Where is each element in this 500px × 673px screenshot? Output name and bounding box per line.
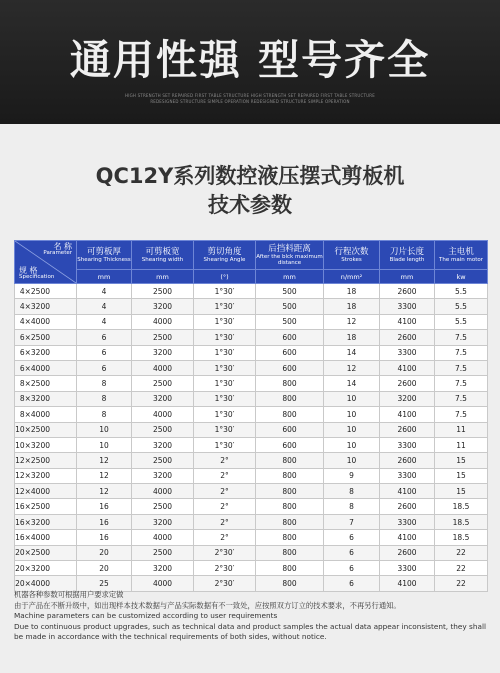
table-cell: 15 — [435, 468, 488, 483]
spec-header-specification-cn: 规 格 — [19, 266, 38, 275]
document-subtitle: 技术参数 — [208, 193, 292, 217]
table-cell: 2°30′ — [194, 576, 256, 591]
table-cell: 22 — [435, 561, 488, 576]
table-cell: 25 — [77, 576, 132, 591]
spec-table — [14, 240, 488, 592]
table-cell: 7.5 — [435, 345, 488, 360]
column-header-en: Strokes — [341, 257, 362, 263]
table-cell: 7.5 — [435, 330, 488, 345]
table-row — [15, 437, 488, 452]
table-cell: 6 — [77, 345, 132, 360]
table-cell: 22 — [435, 576, 488, 591]
column-header — [256, 241, 324, 270]
table-cell: 3200 — [132, 299, 194, 314]
table-cell: 2° — [194, 453, 256, 468]
table-cell: 4000 — [132, 360, 194, 375]
table-cell: 800 — [256, 561, 324, 576]
table-row — [15, 514, 488, 529]
table-cell: 500 — [256, 314, 324, 329]
table-cell: 18.5 — [435, 514, 488, 529]
note-line: Due to continuous product upgrades, such as technical data and product samples the actual data appear inconsistent, they shall be made in accordance with the technical requirements of both sides, without notice. — [14, 621, 487, 641]
table-cell: 3200 — [380, 391, 435, 406]
table-cell: 11 — [435, 422, 488, 437]
spec-cell: 20×2500 — [15, 545, 77, 560]
table-cell: 4100 — [380, 314, 435, 329]
column-header-cn: 主电机 — [448, 247, 474, 257]
table-cell: 12 — [77, 453, 132, 468]
note-line: 机器各种参数可根据用户要求定做 — [14, 590, 124, 599]
note-line: 由于产品在不断升级中，如出现样本技术数据与产品实际数据有不一致处，应按照双方订立的技术要求，不再另行通知。 — [14, 600, 401, 610]
table-cell: 4100 — [380, 484, 435, 499]
table-cell: 10 — [324, 422, 380, 437]
table-row — [15, 484, 488, 499]
spec-cell: 6×3200 — [15, 345, 77, 360]
table-cell: 15 — [435, 453, 488, 468]
table-cell: 8 — [324, 484, 380, 499]
table-row — [15, 545, 488, 560]
table-cell: 10 — [324, 453, 380, 468]
table-cell: 20 — [77, 561, 132, 576]
unit-cell: kw — [435, 270, 488, 284]
table-cell: 2°30′ — [194, 545, 256, 560]
table-row — [15, 391, 488, 406]
table-cell: 18 — [324, 330, 380, 345]
table-cell: 4000 — [132, 407, 194, 422]
table-cell: 1°30′ — [194, 407, 256, 422]
column-header-cn: 可剪板厚 — [86, 247, 121, 257]
table-cell: 2° — [194, 484, 256, 499]
table-cell: 3300 — [380, 561, 435, 576]
table-cell: 2° — [194, 499, 256, 514]
table-row — [15, 499, 488, 514]
column-header — [380, 241, 435, 270]
spec-header-parameter-en: Parameter — [43, 250, 72, 256]
table-cell: 600 — [256, 360, 324, 375]
unit-cell: n/mm² — [324, 270, 380, 284]
spec-cell: 6×4000 — [15, 360, 77, 375]
table-cell: 2500 — [132, 422, 194, 437]
table-cell: 3300 — [380, 345, 435, 360]
table-cell: 14 — [324, 345, 380, 360]
table-cell: 7.5 — [435, 407, 488, 422]
table-row — [15, 299, 488, 314]
table-cell: 800 — [256, 499, 324, 514]
table-cell: 10 — [324, 407, 380, 422]
table-cell: 2500 — [132, 376, 194, 391]
table-cell: 800 — [256, 453, 324, 468]
table-cell: 6 — [77, 330, 132, 345]
banner-subtitle-line-1: HIGH STRENGTH SET REPAIRED FIRST TABLE STRUCTURE HIGH STRENGTH SET REPAIRED FIRST TABLE STRUCTURE — [125, 93, 375, 98]
table-cell: 4 — [77, 284, 132, 299]
table-cell: 3300 — [380, 514, 435, 529]
table-cell: 2° — [194, 530, 256, 545]
table-cell: 4000 — [132, 314, 194, 329]
table-cell: 4 — [77, 314, 132, 329]
table-cell: 9 — [324, 468, 380, 483]
table-cell: 800 — [256, 484, 324, 499]
table-cell: 8 — [77, 376, 132, 391]
table-cell: 3300 — [380, 437, 435, 452]
table-cell: 4100 — [380, 530, 435, 545]
unit-cell: mm — [77, 270, 132, 284]
table-cell: 800 — [256, 376, 324, 391]
table-cell: 2600 — [380, 545, 435, 560]
table-cell: 800 — [256, 576, 324, 591]
table-cell: 1°30′ — [194, 422, 256, 437]
column-header-en: Shearing width — [141, 257, 184, 263]
table-row — [15, 360, 488, 375]
table-cell: 22 — [435, 545, 488, 560]
table-cell: 12 — [77, 468, 132, 483]
table-row — [15, 284, 488, 299]
column-header — [132, 241, 194, 270]
column-header-en: Shearing Angle — [203, 257, 246, 263]
table-cell: 500 — [256, 299, 324, 314]
table-cell: 2500 — [132, 284, 194, 299]
table-cell: 5.5 — [435, 284, 488, 299]
spec-cell: 12×2500 — [15, 453, 77, 468]
spec-cell: 8×2500 — [15, 376, 77, 391]
table-cell: 600 — [256, 422, 324, 437]
table-cell: 1°30′ — [194, 376, 256, 391]
column-header-cn: 后挡料距离 — [268, 244, 311, 254]
table-cell: 2500 — [132, 545, 194, 560]
table-cell: 4000 — [132, 530, 194, 545]
table-cell: 3200 — [132, 391, 194, 406]
table-cell: 7.5 — [435, 391, 488, 406]
table-cell: 18.5 — [435, 530, 488, 545]
column-header — [435, 241, 488, 270]
table-cell: 3200 — [132, 561, 194, 576]
table-cell: 10 — [77, 422, 132, 437]
column-header — [324, 241, 380, 270]
table-cell: 7.5 — [435, 360, 488, 375]
table-cell: 8 — [77, 407, 132, 422]
column-header-cn: 剪切角度 — [207, 247, 242, 257]
table-cell: 3200 — [132, 345, 194, 360]
table-cell: 1°30′ — [194, 330, 256, 345]
table-cell: 6 — [324, 561, 380, 576]
table-cell: 1°30′ — [194, 360, 256, 375]
table-cell: 2600 — [380, 453, 435, 468]
table-cell: 8 — [77, 391, 132, 406]
table-cell: 1°30′ — [194, 314, 256, 329]
column-header-en: Blade length — [389, 257, 425, 263]
table-cell: 800 — [256, 514, 324, 529]
spec-cell: 16×2500 — [15, 499, 77, 514]
column-header-en: The main motor — [439, 257, 483, 263]
table-cell: 2500 — [132, 499, 194, 514]
spec-header-parameter — [43, 243, 72, 257]
table-cell: 7.5 — [435, 376, 488, 391]
table-cell: 2500 — [132, 330, 194, 345]
spec-cell: 8×3200 — [15, 391, 77, 406]
table-unit-row — [15, 270, 488, 284]
column-header-en: After the blck maximum distance — [256, 254, 323, 266]
spec-cell: 12×4000 — [15, 484, 77, 499]
table-cell: 800 — [256, 530, 324, 545]
unit-cell: (°) — [194, 270, 256, 284]
column-header-cn: 刀片长度 — [389, 247, 424, 257]
table-cell: 7 — [324, 514, 380, 529]
table-cell: 1°30′ — [194, 345, 256, 360]
table-cell: 2° — [194, 514, 256, 529]
unit-cell: mm — [132, 270, 194, 284]
table-cell: 5.5 — [435, 314, 488, 329]
table-cell: 11 — [435, 437, 488, 452]
column-header-en: Shearing Thickness — [77, 257, 131, 263]
table-cell: 16 — [77, 530, 132, 545]
table-cell: 3200 — [132, 468, 194, 483]
table-row — [15, 561, 488, 576]
table-cell: 18 — [324, 284, 380, 299]
table-cell: 14 — [324, 376, 380, 391]
table-cell: 2600 — [380, 330, 435, 345]
table-cell: 5.5 — [435, 299, 488, 314]
table-row — [15, 407, 488, 422]
spec-cell: 10×2500 — [15, 422, 77, 437]
table-cell: 2500 — [132, 453, 194, 468]
table-cell: 1°30′ — [194, 437, 256, 452]
spec-cell: 8×4000 — [15, 407, 77, 422]
table-cell: 2600 — [380, 422, 435, 437]
table-row — [15, 330, 488, 345]
table-cell: 4100 — [380, 407, 435, 422]
table-body — [15, 284, 488, 592]
unit-cell: mm — [380, 270, 435, 284]
banner-title: 通用性强 型号齐全 — [69, 36, 431, 84]
table-cell: 20 — [77, 545, 132, 560]
column-header-cn: 可剪板宽 — [145, 247, 180, 257]
table-cell: 16 — [77, 499, 132, 514]
table-cell: 15 — [435, 484, 488, 499]
table-cell: 3200 — [132, 437, 194, 452]
column-header — [77, 241, 132, 270]
table-cell: 600 — [256, 345, 324, 360]
table-cell: 2600 — [380, 284, 435, 299]
table-cell: 2600 — [380, 376, 435, 391]
column-header-cn: 行程次数 — [334, 247, 369, 257]
table-cell: 12 — [324, 314, 380, 329]
table-cell: 2°30′ — [194, 561, 256, 576]
spec-header-specification-en: Specification — [19, 274, 55, 280]
table-cell: 3200 — [132, 514, 194, 529]
table-cell: 4000 — [132, 484, 194, 499]
table-cell: 600 — [256, 437, 324, 452]
table-cell: 1°30′ — [194, 299, 256, 314]
table-cell: 10 — [324, 437, 380, 452]
table-cell: 3300 — [380, 299, 435, 314]
table-row — [15, 422, 488, 437]
spec-header-specification — [19, 267, 54, 281]
table-cell: 1°30′ — [194, 391, 256, 406]
table-cell: 18 — [324, 299, 380, 314]
spec-cell: 4×4000 — [15, 314, 77, 329]
table-cell: 12 — [77, 484, 132, 499]
table-cell: 2600 — [380, 499, 435, 514]
column-header — [194, 241, 256, 270]
table-cell: 8 — [324, 499, 380, 514]
table-cell: 16 — [77, 514, 132, 529]
table-cell: 800 — [256, 407, 324, 422]
table-row — [15, 576, 488, 591]
table-cell: 10 — [324, 391, 380, 406]
unit-cell: mm — [256, 270, 324, 284]
table-cell: 4 — [77, 299, 132, 314]
table-row — [15, 468, 488, 483]
table-cell: 3300 — [380, 468, 435, 483]
spec-cell: 4×3200 — [15, 299, 77, 314]
table-cell: 6 — [324, 576, 380, 591]
table-row — [15, 345, 488, 360]
spec-cell: 20×3200 — [15, 561, 77, 576]
table-cell: 6 — [324, 545, 380, 560]
table-cell: 10 — [77, 437, 132, 452]
table-header-row — [15, 241, 488, 270]
banner-subtitle-line-2: REDESIGNED STRUCTURE SIMPLE OPERATION REDESIGNED STRUCTURE SIMPLE OPERATION — [150, 99, 350, 104]
spec-cell: 6×2500 — [15, 330, 77, 345]
spec-header-cell — [15, 241, 77, 284]
table-cell: 6 — [324, 530, 380, 545]
table-cell: 18.5 — [435, 499, 488, 514]
table-row — [15, 453, 488, 468]
note-line: Machine parameters can be customized according to user requirements — [14, 611, 278, 620]
table-cell: 500 — [256, 284, 324, 299]
header-banner — [0, 0, 500, 124]
spec-cell: 12×3200 — [15, 468, 77, 483]
table-cell: 600 — [256, 330, 324, 345]
document-title: QC12Y系列数控液压摆式剪板机 — [95, 164, 405, 188]
table-row — [15, 314, 488, 329]
table-cell: 800 — [256, 468, 324, 483]
table-cell: 4000 — [132, 576, 194, 591]
table-cell: 800 — [256, 391, 324, 406]
spec-cell: 10×3200 — [15, 437, 77, 452]
table-row — [15, 530, 488, 545]
table-cell: 12 — [324, 360, 380, 375]
spec-cell: 4×2500 — [15, 284, 77, 299]
spec-header-parameter-cn: 名 称 — [53, 242, 72, 251]
table-row — [15, 376, 488, 391]
notes — [14, 590, 490, 643]
spec-cell: 20×4000 — [15, 576, 77, 591]
spec-cell: 16×3200 — [15, 514, 77, 529]
table-cell: 800 — [256, 545, 324, 560]
table-cell: 1°30′ — [194, 284, 256, 299]
table-cell: 4100 — [380, 360, 435, 375]
table-cell: 4100 — [380, 576, 435, 591]
spec-cell: 16×4000 — [15, 530, 77, 545]
table-cell: 6 — [77, 360, 132, 375]
table-cell: 2° — [194, 468, 256, 483]
